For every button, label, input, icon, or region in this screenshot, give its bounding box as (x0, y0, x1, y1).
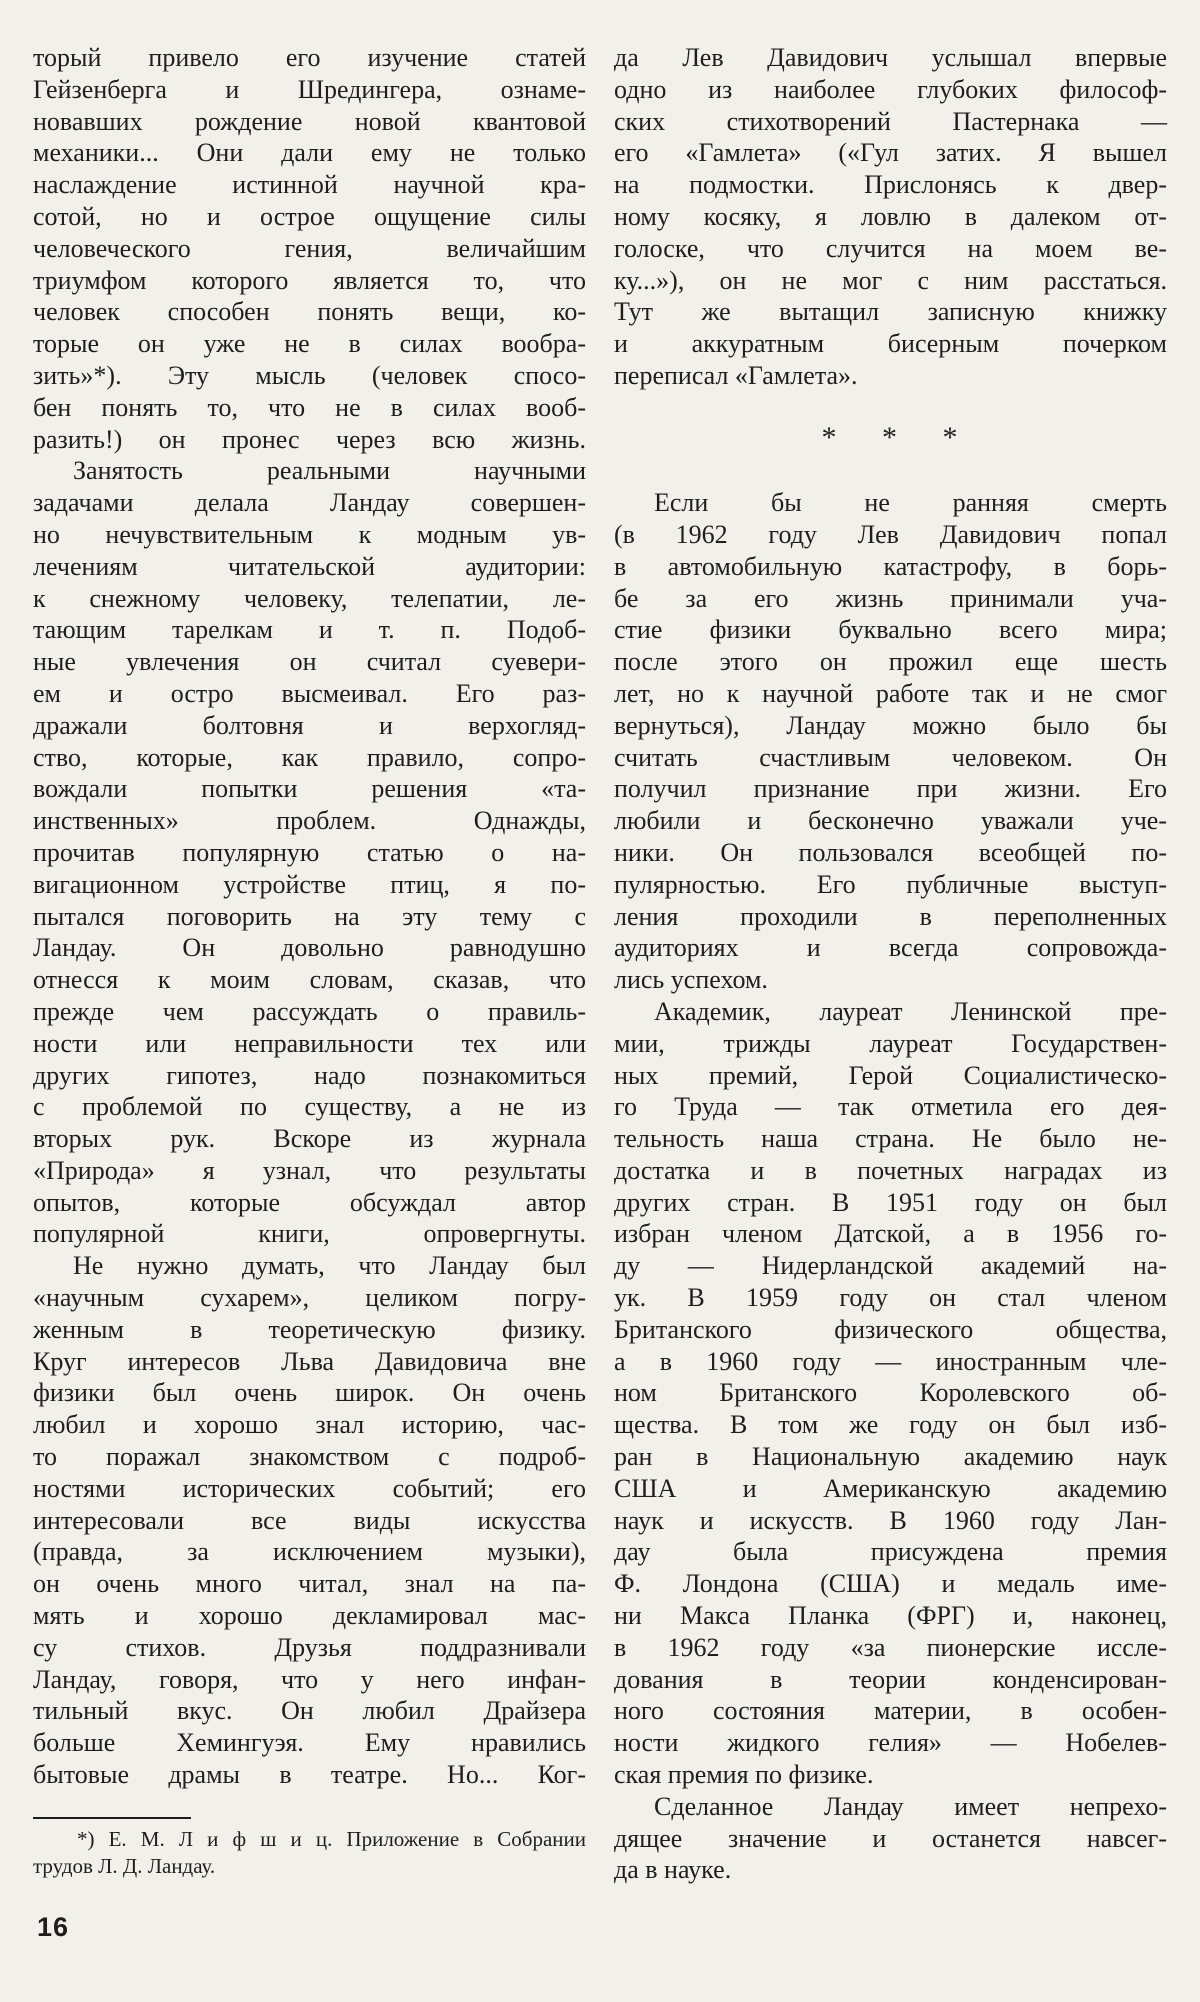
text-line: ных премий, Герой Социалистическо- (614, 1060, 1167, 1090)
text-line: на подмостки. Прислонясь к двер- (614, 170, 1167, 200)
text-line: достатка и в почетных наградах из (614, 1155, 1167, 1185)
text-line: Сделанное Ландау имеет непрехо- (654, 1791, 1167, 1821)
text-line: других стран. В 1951 году он был (614, 1187, 1167, 1217)
text-line: ные увлечения он считал суевери- (33, 647, 586, 677)
text-line: Гейзенберга и Шредингера, ознаме- (33, 74, 586, 104)
page-number: 16 (37, 1912, 70, 1942)
text-line: физики был очень широк. Он очень (33, 1378, 586, 1408)
text-line: вождали попытки решения «та- (33, 774, 586, 804)
text-line: прежде чем рассуждать о правиль- (33, 996, 586, 1026)
text-line: ство, которые, как правило, сопро- (33, 742, 586, 772)
text-line: щества. В том же году он был изб- (614, 1410, 1167, 1440)
text-line: наук и искусств. В 1960 году Лан- (614, 1505, 1167, 1535)
text-line: лись успехом. (614, 965, 768, 995)
text-line: ская премия по физике. (614, 1760, 874, 1790)
text-line: дау была присуждена премия (614, 1537, 1167, 1567)
text-line: опытов, которые обсуждал автор (33, 1187, 586, 1217)
text-line: дражали болтовня и верхогляд- (33, 710, 586, 740)
text-line: больше Хемингуэя. Ему нравились (33, 1728, 586, 1758)
text-line: *) Е. М. Л и ф ш и ц. Приложение в Собрании (77, 1826, 586, 1851)
text-line: других гипотез, надо познакомиться (33, 1060, 586, 1090)
text-line: да в науке. (614, 1855, 732, 1885)
text-line: инственных» проблем. Однажды, (33, 806, 586, 836)
text-line: в автомобильную катастрофу, в борь- (614, 551, 1167, 581)
text-line: пулярностью. Его публичные выступ- (614, 869, 1167, 899)
paragraph (33, 42, 586, 455)
text-line: аудиториях и всегда сопровожда- (614, 933, 1167, 963)
text-line: то поражал знакомством с подроб- (33, 1442, 586, 1472)
text-line: человек способен понять вещи, ко- (33, 297, 586, 327)
text-line: мии, трижды лауреат Государствен- (614, 1028, 1167, 1058)
text-line: задачами делала Ландау совершен- (33, 488, 586, 518)
text-line: Если бы не ранняя смерть (654, 488, 1167, 518)
text-line: бе за его жизнь принимали уча- (614, 583, 1167, 613)
text-line: ному косяку, я ловлю в далеком от- (614, 201, 1167, 231)
text-line: бытовые драмы в театре. Но... Ког- (33, 1760, 586, 1790)
text-line: ран в Национальную академию наук (614, 1442, 1167, 1472)
text-line: ни Макса Планка (ФРГ) и, наконец, (614, 1601, 1167, 1631)
text-line: но нечувствительным к модным ув- (33, 519, 586, 549)
text-line: Академик, лауреат Ленинской пре- (654, 996, 1167, 1026)
text-line: ном Британского Королевского об- (614, 1378, 1167, 1408)
text-line: переписал «Гамлета». (614, 360, 858, 390)
text-line: к снежному человеку, телепатии, ле- (33, 583, 586, 613)
text-line: вигационном устройстве птиц, я по- (33, 869, 586, 899)
text-line: ку...»), он не мог с ним расстаться. (614, 265, 1167, 295)
text-line: Тут же вытащил записную книжку (614, 297, 1167, 327)
text-line: и аккуратным бисерным почерком (614, 329, 1167, 359)
text-line: любили и бесконечно уважали уче- (614, 806, 1167, 836)
text-line: «научным сухарем», целиком погру- (33, 1283, 586, 1313)
paragraph (614, 42, 1167, 392)
text-line: (правда, за исключением музыки), (33, 1537, 586, 1567)
text-line: ностями исторических событий; его (33, 1473, 586, 1503)
text-line: дования в теории конденсирован- (614, 1664, 1167, 1694)
text-line: стие физики буквально всего мира; (614, 615, 1167, 645)
text-line: одно из наиболее глубоких философ- (614, 74, 1167, 104)
text-line: его «Гамлета» («Гул затих. Я вышел (614, 138, 1167, 168)
text-columns (33, 42, 1167, 1886)
text-line: разить!) он пронес через всю жизнь. (33, 424, 586, 454)
text-line: тильный вкус. Он любил Драйзера (33, 1696, 586, 1726)
text-line: го Труда — так отметила его дея- (614, 1092, 1167, 1122)
text-line: механики... Они дали ему не только (33, 138, 586, 168)
text-line: трудов Л. Д. Ландау. (33, 1853, 216, 1878)
text-line: лет, но к научной работе так и не смог (614, 678, 1167, 708)
text-line: Занятость реальными научными (73, 456, 586, 486)
text-line: а в 1960 году — иностранным чле- (614, 1346, 1167, 1376)
text-line: ности жидкого гелия» — Нобелев- (614, 1728, 1167, 1758)
text-line: новавших рождение новой квантовой (33, 106, 586, 136)
text-line: бен понять то, что не в силах вооб- (33, 392, 586, 422)
section-separator-stars: * * * (821, 420, 960, 454)
right-column (614, 42, 1167, 1886)
text-line: он очень много читал, знал на па- (33, 1569, 586, 1599)
text-line: считать счастливым человеком. Он (614, 742, 1167, 772)
text-line: дящее значение и останется навсег- (614, 1823, 1167, 1853)
text-line: сотой, но и острое ощущение силы (33, 201, 586, 231)
text-line: триумфом которого является то, что (33, 265, 586, 295)
text-line: после этого он прожил еще шесть (614, 647, 1167, 677)
text-line: женным в теоретическую физику. (33, 1314, 586, 1344)
text-line: интересовали все виды искусства (33, 1505, 586, 1535)
text-line: отнесся к моим словам, сказав, что (33, 965, 586, 995)
paragraph (33, 455, 586, 1250)
text-line: ники. Он пользовался всеобщей по- (614, 837, 1167, 867)
text-line: в 1962 году «за пионерские иссле- (614, 1632, 1167, 1662)
text-line: тельность наша страна. Не было не- (614, 1124, 1167, 1154)
text-line: с проблемой по существу, а не из (33, 1092, 586, 1122)
text-line: Ландау, говоря, что у него инфан- (33, 1664, 586, 1694)
text-line: тающим тарелкам и т. п. Подоб- (33, 615, 586, 645)
text-line: наслаждение истинной научной кра- (33, 170, 586, 200)
footnote-rule (33, 1817, 191, 1819)
text-line: голоске, что случится на моем ве- (614, 233, 1167, 263)
text-line: Не нужно думать, что Ландау был (73, 1251, 586, 1281)
text-line: «Природа» я узнал, что результаты (33, 1155, 586, 1185)
text-line: избран членом Датской, а в 1956 го- (614, 1219, 1167, 1249)
text-line: ного состояния материи, в особен- (614, 1696, 1167, 1726)
text-line: человеческого гения, величайшим (33, 233, 586, 263)
text-line: пытался поговорить на эту тему с (33, 901, 586, 931)
text-line: популярной книги, опровергнуты. (33, 1219, 586, 1249)
paragraph (614, 996, 1167, 1791)
paragraph (614, 1791, 1167, 1886)
text-line: торый привело его изучение статей (33, 43, 586, 72)
text-line: любил и хорошо знал историю, час- (33, 1410, 586, 1440)
footnote (33, 1817, 586, 1880)
text-line: ности или неправильности тех или (33, 1028, 586, 1058)
text-line: прочитав популярную статью о на- (33, 837, 586, 867)
text-line: ления проходили в переполненных (614, 901, 1167, 931)
text-line: лечениям читательской аудитории: (33, 551, 586, 581)
paragraph (614, 487, 1167, 996)
text-line: ем и остро высмеивал. Его раз- (33, 678, 586, 708)
text-line: ских стихотворений Пастернака — (614, 106, 1167, 136)
text-line: Британского физического общества, (614, 1314, 1167, 1344)
text-line: да Лев Давидович услышал впервые (614, 43, 1167, 72)
text-line: ук. В 1959 году он стал членом (614, 1283, 1167, 1313)
text-line: зить»*). Эту мысль (человек спосо- (33, 360, 586, 390)
left-column (33, 42, 586, 1880)
paragraph (33, 1250, 586, 1791)
text-line: мять и хорошо декламировал мас- (33, 1601, 586, 1631)
text-line: вернуться), Ландау можно было бы (614, 710, 1167, 740)
text-line: вторых рук. Вскоре из журнала (33, 1124, 586, 1154)
text-line: Ф. Лондона (США) и медаль име- (614, 1569, 1167, 1599)
text-line: (в 1962 году Лев Давидович попал (614, 519, 1167, 549)
text-line: ду — Нидерландской академий на- (614, 1251, 1167, 1281)
text-line: США и Американскую академию (614, 1473, 1167, 1503)
text-line: су стихов. Друзья поддразнивали (33, 1632, 586, 1662)
text-line: Ландау. Он довольно равнодушно (33, 933, 586, 963)
text-line: Круг интересов Льва Давидовича вне (33, 1346, 586, 1376)
text-line: торые он уже не в силах вообра- (33, 329, 586, 359)
text-line: получил признание при жизни. Его (614, 774, 1167, 804)
